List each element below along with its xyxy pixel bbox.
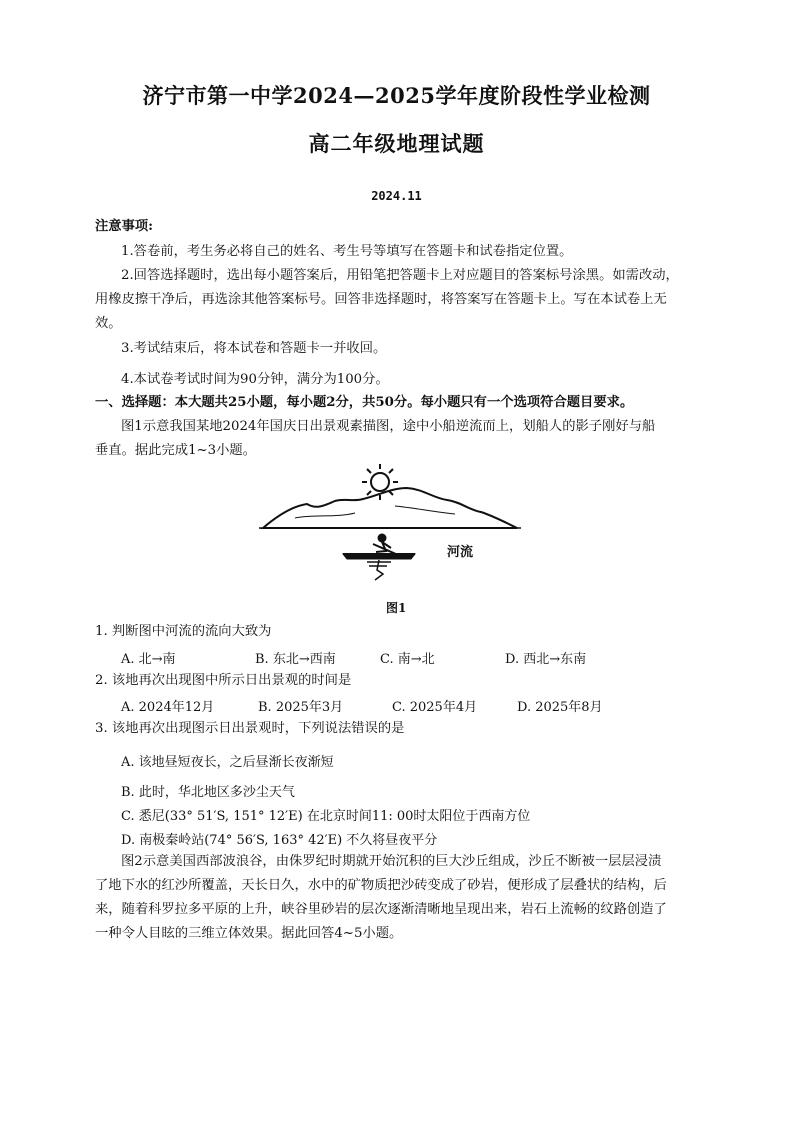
section-1-heading: 一、选择题：本大题共25小题，每小题2分，共50分。每小题只有一个选项符合题目要求。 — [95, 395, 634, 410]
figure-1-sunrise-sketch — [255, 458, 545, 588]
intro-2-line-2: 了地下水的红沙所覆盖，天长日久，水中的矿物质把沙砖变成了砂岩，便形成了层叠状的结构，后 — [95, 878, 667, 893]
question-1-option-d: D. 西北→东南 — [505, 652, 587, 667]
intro-2-line-3: 来，随着科罗拉多平原的上升，峡谷里砂岩的层次逐渐清晰地呈现出来，岩石上流畅的纹路创造了 — [95, 902, 667, 917]
notice-item-4: 4.本试卷考试时间为90分钟，满分为100分。 — [121, 372, 389, 387]
mountain-shading — [295, 506, 455, 518]
notice-item-2-line-1: 2.回答选择题时，选出每小题答案后，用铅笔把答题卡上对应题目的答案标号涂黑。如需改动， — [121, 268, 679, 283]
notice-item-2-line-3: 效。 — [95, 316, 122, 331]
intro-1-line-2: 垂直。据此完成1~3小题。 — [95, 443, 257, 458]
question-2-option-a: A. 2024年12月 — [121, 700, 215, 715]
question-1-option-a: A. 北→南 — [121, 652, 176, 667]
exam-date: 2024.11 — [371, 189, 422, 203]
intro-2-line-1: 图2示意美国西部波浪谷，由侏罗纪时期就开始沉积的巨大沙丘组成，沙丘不断被一层层浸渍 — [121, 854, 662, 869]
question-1-stem: 1. 判断图中河流的流向大致为 — [95, 624, 272, 639]
question-2-option-c: C. 2025年4月 — [392, 700, 478, 715]
notice-item-2-line-2: 用橡皮擦干净后，再选涂其他答案标号。回答非选择题时，将答案写在答题卡上。写在本试卷上无 — [95, 292, 667, 307]
question-2-option-d: D. 2025年8月 — [517, 700, 603, 715]
river-label: 河流 — [447, 545, 474, 560]
question-3-option-b: B. 此时，华北地区多沙尘天气 — [121, 785, 295, 800]
notice-heading: 注意事项: — [95, 219, 154, 234]
intro-2-line-4: 一种令人目眩的三维立体效果。据此回答4~5小题。 — [95, 926, 403, 941]
exam-title: 济宁市第一中学2024—2025学年度阶段性学业检测 — [142, 83, 651, 108]
notice-item-1: 1.答卷前，考生务必将自己的姓名、考生号等填写在答题卡和试卷指定位置。 — [121, 244, 573, 259]
intro-1-line-1: 图1示意我国某地2024年国庆日出景观素描图，途中小船逆流而上，划船人的影子刚好与船 — [121, 419, 656, 434]
figure-1-caption: 图1 — [386, 601, 407, 615]
question-3-option-a: A. 该地昼短夜长，之后昼渐长夜渐短 — [121, 755, 334, 770]
question-3-stem: 3. 该地再次出现图示日出景观时，下列说法错误的是 — [95, 721, 405, 736]
question-1-option-c: C. 南→北 — [380, 652, 435, 667]
question-2-option-b: B. 2025年3月 — [258, 700, 344, 715]
question-3-option-c: C. 悉尼(33° 51′S, 151° 12′E) 在北京时间11: 00时太阳位于西南方位 — [121, 809, 531, 824]
notice-item-3: 3.考试结束后，将本试卷和答题卡一并收回。 — [121, 341, 387, 356]
mountain-outline — [263, 488, 517, 528]
reflection-icon — [367, 560, 391, 580]
question-1-option-b: B. 东北→西南 — [255, 652, 336, 667]
exam-subtitle: 高二年级地理试题 — [308, 131, 485, 156]
question-3-option-d: D. 南极秦岭站(74° 56′S, 163° 42′E) 不久将昼夜平分 — [121, 833, 438, 848]
question-2-stem: 2. 该地再次出现图中所示日出景观的时间是 — [95, 673, 352, 688]
